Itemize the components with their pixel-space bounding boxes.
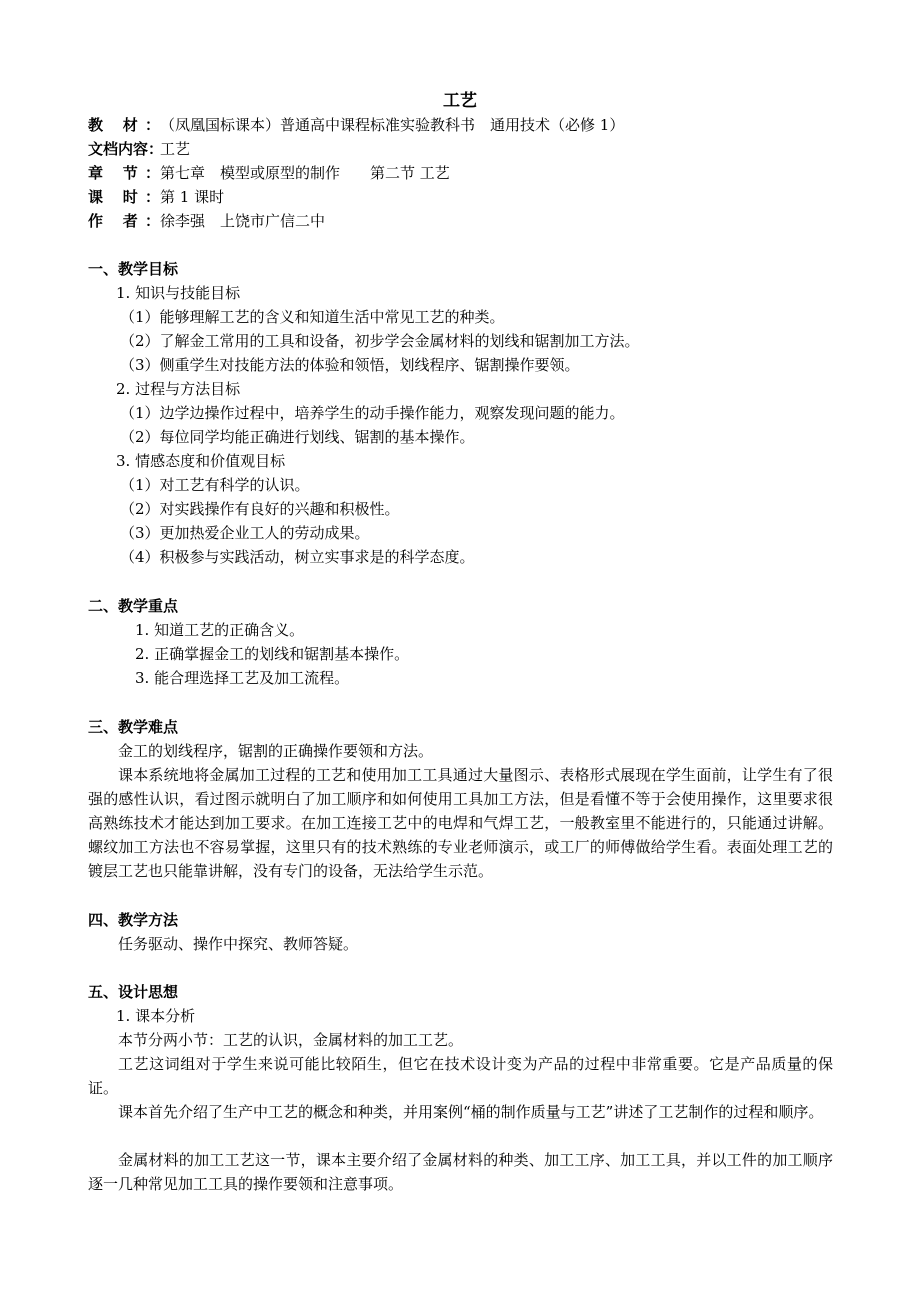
subheading-process: 2. 过程与方法目标	[116, 380, 241, 398]
section-heading-key-points: 二、教学重点	[88, 597, 179, 615]
meta-label: 作 者：	[88, 212, 160, 230]
meta-row-chapter	[88, 163, 450, 183]
list-item: （3）侧重学生对技能方法的体验和领悟，划线程序、锯割操作要领。	[120, 356, 580, 374]
paragraph: 任务驱动、操作中探究、教师答疑。	[118, 935, 359, 953]
meta-row-content	[88, 139, 190, 159]
subheading-textbook-analysis: 1. 课本分析	[116, 1007, 196, 1025]
meta-label: 课 时：	[88, 188, 160, 206]
list-item: （1）对工艺有科学的认识。	[120, 476, 310, 494]
meta-row-textbook	[88, 115, 624, 135]
list-item: 3. 能合理选择工艺及加工流程。	[135, 669, 350, 687]
list-item: （4）积极参与实践活动，树立实事求是的科学态度。	[120, 548, 475, 566]
list-item: （1）能够理解工艺的含义和知道生活中常见工艺的种类。	[120, 308, 505, 326]
list-item: （1）边学边操作过程中，培养学生的动手操作能力，观察发现问题的能力。	[120, 404, 625, 422]
list-item: （2）每位同学均能正确进行划线、锯割的基本操作。	[120, 428, 475, 446]
meta-value: 徐李强 上饶市广信二中	[160, 212, 326, 230]
paragraph: 课本系统地将金属加工过程的工艺和使用加工工具通过大量图示、表格形式展现在学生面前，让学生有了很强的感性认识，看过图示就明白了加工顺序和如何使用工具加工方法，但是看懂不等于会使用操作，这里要求很高熟练技术才能达到加工要求。在加工连接工艺中的电焊和气焊工艺，一般教室里不能进行的，只能通过讲解。螺纹加工方法也不容易掌握，这里只有的技术熟练的专业老师演示，或工厂的师傅做给学生看。表面处理工艺的镀层工艺也只能靠讲解，没有专门的设备，无法给学生示范。	[88, 766, 833, 880]
paragraph: 本节分两小节：工艺的认识，金属材料的加工工艺。	[118, 1031, 464, 1049]
meta-value: 第七章 模型或原型的制作 第二节 工艺	[160, 164, 450, 182]
meta-row-period	[88, 187, 224, 207]
list-item: （2）了解金工常用的工具和设备，初步学会金属材料的划线和锯割加工方法。	[120, 332, 640, 350]
meta-label: 教 材：	[88, 116, 160, 134]
list-item: （2）对实践操作有良好的兴趣和积极性。	[120, 500, 400, 518]
meta-value: （凤凰国标课本）普通高中课程标准实验教科书 通用技术（必修 1）	[160, 116, 625, 134]
list-item: （3）更加热爱企业工人的劳动成果。	[120, 524, 370, 542]
list-item: 2. 正确掌握金工的划线和锯割基本操作。	[135, 645, 410, 663]
paragraph: 工艺这词组对于学生来说可能比较陌生，但它在技术设计变为产品的过程中非常重要。它是产品质量的保证。	[88, 1055, 833, 1097]
meta-label: 文档内容：	[88, 140, 164, 158]
section-heading-methods: 四、教学方法	[88, 911, 179, 929]
section-heading-objectives: 一、教学目标	[88, 260, 179, 278]
paragraph: 金工的划线程序，锯割的正确操作要领和方法。	[118, 742, 434, 760]
meta-label: 章 节：	[88, 164, 160, 182]
document-title: 工艺	[443, 91, 477, 111]
meta-value: 工艺	[160, 140, 191, 158]
section-heading-design: 五、设计思想	[88, 983, 179, 1001]
meta-value: 第 1 课时	[160, 188, 225, 206]
subheading-knowledge: 1. 知识与技能目标	[116, 284, 241, 302]
paragraph: 课本首先介绍了生产中工艺的概念和种类，并用案例“桶的制作质量与工艺”讲述了工艺制作的过程和顺序。	[118, 1103, 824, 1121]
section-heading-difficulties: 三、教学难点	[88, 718, 179, 736]
subheading-attitude: 3. 情感态度和价值观目标	[116, 452, 286, 470]
list-item: 1. 知道工艺的正确含义。	[135, 621, 305, 639]
paragraph: 金属材料的加工工艺这一节，课本主要介绍了金属材料的种类、加工工序、加工工具，并以工件的加工顺序逐一几种常见加工工具的操作要领和注意事项。	[88, 1151, 833, 1193]
meta-row-author	[88, 211, 325, 231]
